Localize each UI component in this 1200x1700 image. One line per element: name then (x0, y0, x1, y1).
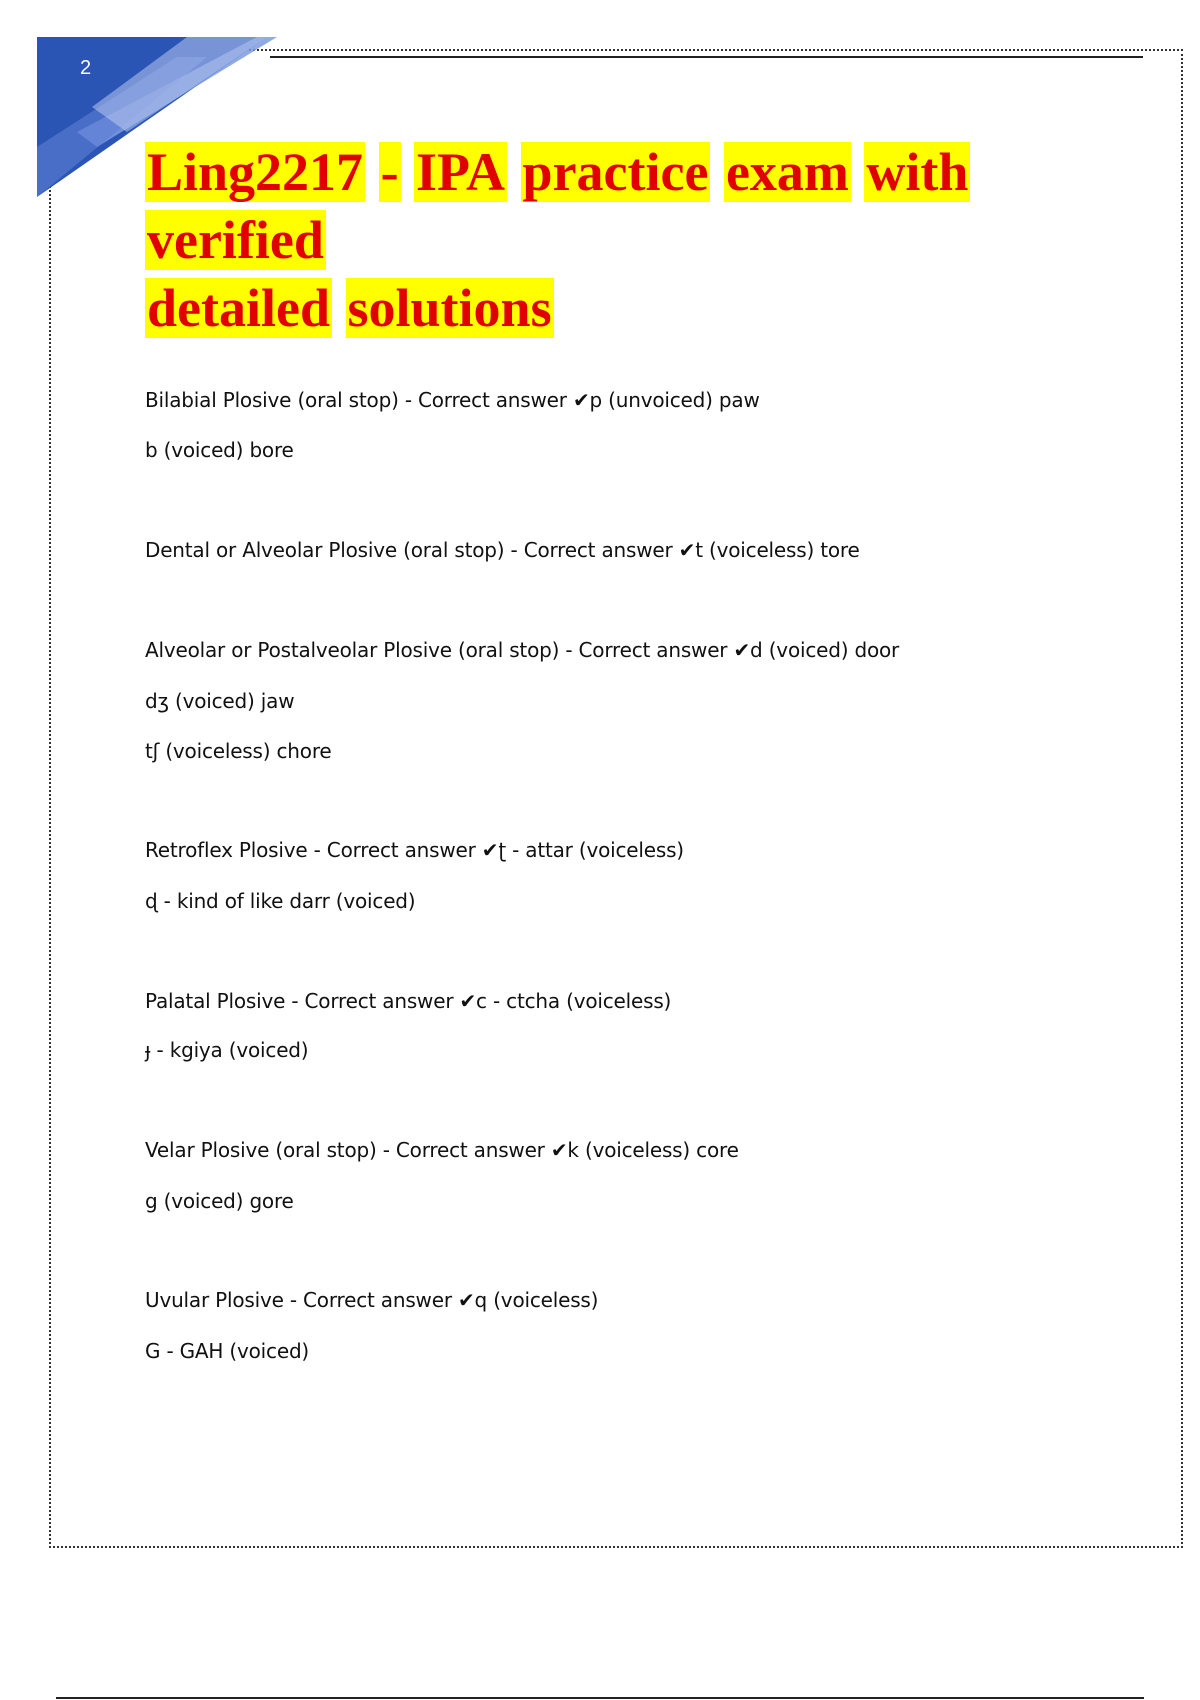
qa-answer-line: dʒ (voiced) jaw (145, 689, 295, 713)
title-word: practice (522, 142, 709, 202)
qa-question-line: Dental or Alveolar Plosive (oral stop) - Correct answer ✔t (voiceless) tore (145, 538, 860, 562)
footer-rule (56, 1697, 1144, 1699)
page-number: 2 (80, 57, 92, 79)
qa-answer-line: b (voiced) bore (145, 438, 294, 462)
qa-question-line: Velar Plosive (oral stop) - Correct answer ✔k (voiceless) core (145, 1138, 739, 1162)
title-word: detailed (147, 278, 330, 338)
title-word: - (380, 142, 399, 202)
qa-question-line: Bilabial Plosive (oral stop) - Correct answer ✔p (unvoiced) paw (145, 388, 760, 412)
qa-answer-line: ɟ - kgiya (voiced) (145, 1038, 309, 1062)
title-word: verified (147, 210, 324, 270)
qa-answer-line: tʃ (voiceless) chore (145, 739, 332, 763)
title-word: with (866, 142, 969, 202)
title-word: IPA (416, 142, 506, 202)
qa-answer-line: g (voiced) gore (145, 1189, 294, 1213)
title-word: solutions (347, 278, 552, 338)
qa-answer-line: G - GAH (voiced) (145, 1339, 310, 1363)
title-word: Ling2217 (147, 142, 364, 202)
title-word: exam (725, 142, 849, 202)
document-title (145, 138, 1105, 342)
header-rule (270, 56, 1143, 58)
qa-question-line: Palatal Plosive - Correct answer ✔c - ctcha (voiceless) (145, 989, 672, 1013)
qa-question-line: Retroflex Plosive - Correct answer ✔ʈ - attar (voiceless) (145, 838, 684, 862)
qa-question-line: Uvular Plosive - Correct answer ✔q (voiceless) (145, 1288, 599, 1312)
qa-question-line: Alveolar or Postalveolar Plosive (oral stop) - Correct answer ✔d (voiced) door (145, 638, 900, 662)
qa-answer-line: ɖ - kind of like darr (voiced) (145, 889, 416, 913)
